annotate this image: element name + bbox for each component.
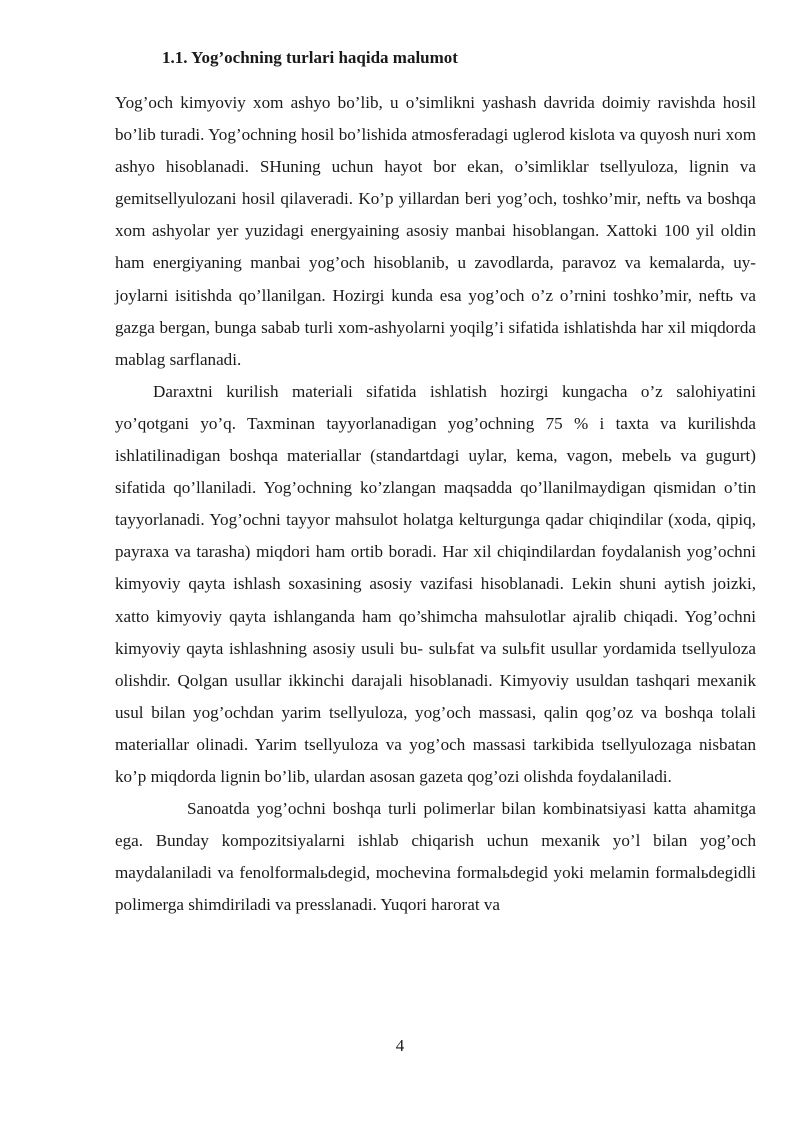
section-heading: 1.1. Yog’ochning turlari haqida malumot — [162, 48, 458, 67]
page-number: 4 — [395, 1036, 405, 1055]
body-text — [115, 87, 756, 921]
paragraph-3: Sanoatda yog’ochni boshqa turli polimerlar bilan kombinatsiyasi katta ahamitga ega. Bunday kompozitsiyalarni ishlab chiqarish uchun mexanik yo’l bilan yog’och maydalaniladi va fenolformalьdegid, mochevina formalьdegid yoki melamin formalьdegidli polimerga shimdiriladi va presslanadi. Yuqori harorat va — [115, 799, 756, 915]
paragraph-1: Yog’och kimyoviy xom ashyo bo’lib, u o’simlikni yashash davrida doimiy ravishda hosil bo’lib turadi. Yog’ochning hosil bo’lishida atmosferadagi uglerod kislota va quyosh nuri xom ashyo hisoblanadi. SHuning uchun hayot bor ekan, o’simliklar tsellyuloza, lignin va gemitsellyulozani hosil qilaveradi. Ko’p yillardan beri yog’och, toshko’mir, neftь va boshqa xom ashyolar yer yuzidagi energyaining asosiy manbai hisoblangan. Xattoki 100 yil oldin ham energiyaning manbai yog’och hisoblanib, u zavodlarda, paravoz va kemalarda, uy-joylarni isitishda qo’llanilgan. Hozirgi kunda esa yog’och o’z o’rnini toshko’mir, neftь va gazga bergan, bunga sabab turli xom-ashyolarni yoqilg’i sifatida ishlatishda har xil miqdorda mablag sarflanadi. — [115, 93, 756, 369]
paragraph-2: Daraxtni kurilish materiali sifatida ishlatish hozirgi kungacha o’z salohiyatini yo’qotgani yo’q. Taxminan tayyorlanadigan yog’ochning 75 % i taxta va kurilishda ishlatilinadigan boshqa materiallar (standartdagi uylar, kema, vagon, mebelь va gugurt) sifatida qo’llaniladi. Yog’ochning ko’zlangan maqsadda qo’llanilmaydigan qismidan o’tin tayyorlanadi. Yog’ochni tayyor mahsulot holatga kelturgunga qadar chiqindilar (xoda, qipiq, payraxa va tarasha) miqdori ham ortib boradi. Har xil chiqindilardan foydalanish yog’ochni kimyoviy qayta ishlash soxasining asosiy vazifasi hisoblanadi. Lekin shuni aytish joizki, xatto kimyoviy qayta ishlanganda ham qo’shimcha mahsulotlar ajralib chiqadi. Yog’ochni kimyoviy qayta ishlashning asosiy usuli bu- sulьfat va sulьfit usullar yordamida tsellyuloza olishdir. Qolgan usullar ikkinchi darajali hisoblanadi. Kimyoviy usuldan tashqari mexanik usul bilan yog’ochdan yarim tsellyuloza, yog’och massasi, qalin qog’oz va boshqa tolali materiallar olinadi. Yarim tsellyuloza va yog’och massasi tarkibida tsellyulozaga nisbatan ko’p miqdorda lignin bo’lib, ulardan asosan gazeta qog’ozi olishda foydalaniladi. — [115, 381, 756, 786]
